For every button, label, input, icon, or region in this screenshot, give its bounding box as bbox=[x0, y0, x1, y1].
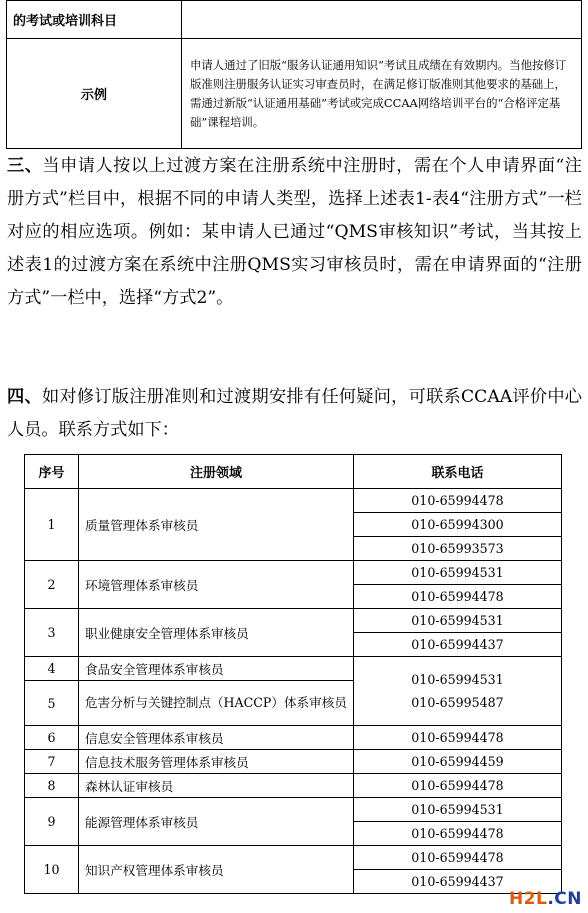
contact-table bbox=[24, 454, 562, 894]
row-number: 8 bbox=[25, 774, 79, 798]
row-value bbox=[182, 1, 582, 39]
phone-number: 010-65994478 bbox=[354, 585, 562, 609]
phone-number: 010-65994531 bbox=[354, 561, 562, 585]
table-row bbox=[7, 39, 582, 149]
field-name: 危害分析与关键控制点（HACCP）体系审核员 bbox=[79, 681, 354, 726]
example-label: 示例 bbox=[7, 39, 182, 149]
row-number: 4 bbox=[25, 657, 79, 681]
paragraph-three bbox=[7, 150, 582, 315]
field-name: 环境管理体系审核员 bbox=[79, 561, 354, 609]
column-header-no: 序号 bbox=[25, 455, 79, 489]
field-name: 知识产权管理体系审核员 bbox=[79, 846, 354, 894]
table-row bbox=[25, 846, 562, 870]
phone-number: 010-65994478 bbox=[354, 822, 562, 846]
paragraph-lead: 三、 bbox=[7, 156, 43, 176]
paragraph-lead: 四、 bbox=[7, 387, 42, 407]
table-row bbox=[7, 1, 582, 39]
row-number: 7 bbox=[25, 750, 79, 774]
row-label: 的考试或培训科目 bbox=[7, 1, 182, 39]
example-text: 申请人通过了旧版“服务认证通用知识”考试且成绩在有效期内。当他按修订版准则注册服务认证实习审查员时，在满足修订版准则其他要求的基础上，需通过新版“认证通用基础”考试或完成CCAA网络培训平台的“合格评定基础”课程培训。 bbox=[182, 39, 582, 149]
watermark-part-a: H2L bbox=[508, 889, 548, 909]
row-number: 10 bbox=[25, 846, 79, 894]
row-number: 6 bbox=[25, 726, 79, 750]
phone-number: 010-65994531 bbox=[354, 798, 562, 822]
row-number: 2 bbox=[25, 561, 79, 609]
phone-number: 010-65994300 bbox=[354, 513, 562, 537]
field-name: 食品安全管理体系审核员 bbox=[79, 657, 354, 681]
column-header-phone: 联系电话 bbox=[354, 455, 562, 489]
watermark-part-b: .CN bbox=[547, 889, 582, 909]
table-row bbox=[25, 489, 562, 513]
table-row bbox=[25, 726, 562, 750]
requirements-table bbox=[6, 0, 582, 149]
header-row bbox=[25, 455, 562, 489]
row-number: 3 bbox=[25, 609, 79, 657]
shared-phone-cell bbox=[354, 657, 562, 726]
field-name: 质量管理体系审核员 bbox=[79, 489, 354, 561]
paragraph-text: 如对修订版注册准则和过渡期安排有任何疑问，可联系CCAA评价中心人员。联系方式如下： bbox=[7, 387, 582, 440]
phone-number: 010-65994531 bbox=[411, 672, 504, 687]
field-name: 信息安全管理体系审核员 bbox=[79, 726, 354, 750]
phone-number: 010-65994478 bbox=[354, 774, 562, 798]
table-row bbox=[25, 750, 562, 774]
phone-number: 010-65994437 bbox=[354, 633, 562, 657]
table-row bbox=[25, 798, 562, 822]
phone-number: 010-65994437 bbox=[354, 870, 562, 894]
field-name: 职业健康安全管理体系审核员 bbox=[79, 609, 354, 657]
row-number: 9 bbox=[25, 798, 79, 846]
field-name: 森林认证审核员 bbox=[79, 774, 354, 798]
phone-number: 010-65995487 bbox=[411, 695, 504, 710]
row-number: 1 bbox=[25, 489, 79, 561]
table-row bbox=[25, 657, 562, 681]
row-number: 5 bbox=[25, 681, 79, 726]
paragraph-text: 当申请人按以上过渡方案在注册系统中注册时，需在个人申请界面“注册方式”栏目中，根据不同的申请人类型，选择上述表1-表4“注册方式”一栏对应的相应选项。例如：某申请人已通过“QMS审核知识”考试，当其按上述表1的过渡方案在系统中注册QMS实习审核员时，需在申请界面的“注册方式”一栏中，选择“方式2”。 bbox=[7, 156, 582, 308]
phone-number: 010-65994531 bbox=[354, 609, 562, 633]
phone-number: 010-65994459 bbox=[354, 750, 562, 774]
field-name: 能源管理体系审核员 bbox=[79, 798, 354, 846]
paragraph-four bbox=[7, 381, 582, 447]
column-header-field: 注册领域 bbox=[79, 455, 354, 489]
field-name: 信息技术服务管理体系审核员 bbox=[79, 750, 354, 774]
phone-number: 010-65994478 bbox=[354, 489, 562, 513]
phone-number: 010-65993573 bbox=[354, 537, 562, 561]
table-row bbox=[25, 561, 562, 585]
phone-number: 010-65994478 bbox=[354, 726, 562, 750]
table-row bbox=[25, 774, 562, 798]
table-row bbox=[25, 609, 562, 633]
phone-number: 010-65994478 bbox=[354, 846, 562, 870]
site-watermark-logo bbox=[509, 889, 582, 909]
